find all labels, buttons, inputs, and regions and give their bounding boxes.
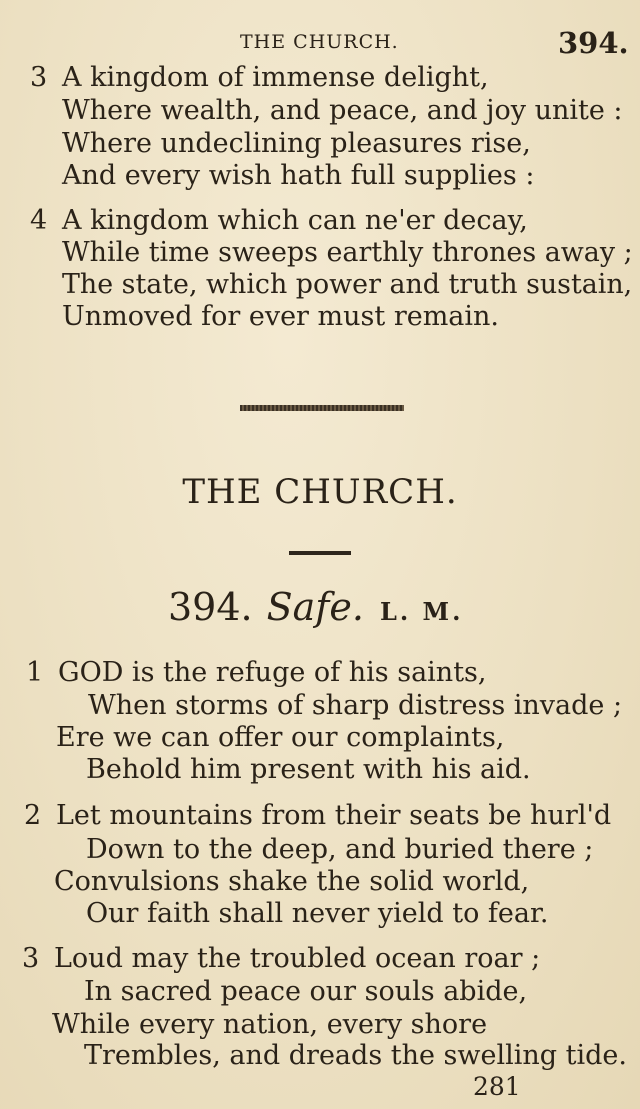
verse-line: Behold him present with his aid. xyxy=(86,754,531,785)
hymn-tune-name: Safe. xyxy=(266,585,364,629)
ornamental-rule xyxy=(240,405,404,411)
verse-line: Unmoved for ever must remain. xyxy=(62,301,500,332)
section-title: THE CHURCH. xyxy=(182,472,458,512)
verse-line: Our faith shall never yield to fear. xyxy=(86,898,549,929)
verse-line: Ere we can offer our complaints, xyxy=(56,722,505,753)
hymn-heading xyxy=(168,585,463,629)
short-rule xyxy=(289,551,351,555)
verse-line: Loud may the troubled ocean roar ; xyxy=(54,943,541,974)
verse-line: While time sweeps earthly thrones away ; xyxy=(62,237,633,268)
stanza-number: 3 xyxy=(30,62,48,93)
page-number: 394. xyxy=(558,26,629,60)
verse-line: A kingdom which can ne'er decay, xyxy=(62,205,528,236)
verse-line: In sacred peace our souls abide, xyxy=(84,976,528,1007)
running-title: THE CHURCH. xyxy=(240,31,399,53)
verse-line: Down to the deep, and buried there ; xyxy=(86,834,594,865)
verse-line: Trembles, and dreads the swelling tide. xyxy=(84,1040,627,1071)
stanza-number: 3 xyxy=(22,943,40,974)
verse-line: Let mountains from their seats be hurl'd xyxy=(56,800,612,831)
verse-line: When storms of sharp distress invade ; xyxy=(88,690,623,721)
folio-number: 281 xyxy=(473,1072,521,1101)
verse-line: GOD is the refuge of his saints, xyxy=(58,657,487,688)
hymn-number: 394. xyxy=(168,585,253,629)
verse-line: The state, which power and truth sustain, xyxy=(62,269,633,300)
verse-line: Where wealth, and peace, and joy unite : xyxy=(62,95,623,126)
stanza-number: 2 xyxy=(24,800,42,831)
stanza-number: 1 xyxy=(26,657,44,688)
verse-line: Where undeclining pleasures rise, xyxy=(62,128,531,159)
stanza-number: 4 xyxy=(30,205,48,236)
verse-line: While every nation, every shore xyxy=(52,1009,488,1040)
hymn-meter: L. M. xyxy=(379,597,464,626)
verse-line: A kingdom of immense delight, xyxy=(62,62,489,93)
verse-line: Convulsions shake the solid world, xyxy=(54,866,530,897)
verse-line: And every wish hath full supplies : xyxy=(62,160,535,191)
